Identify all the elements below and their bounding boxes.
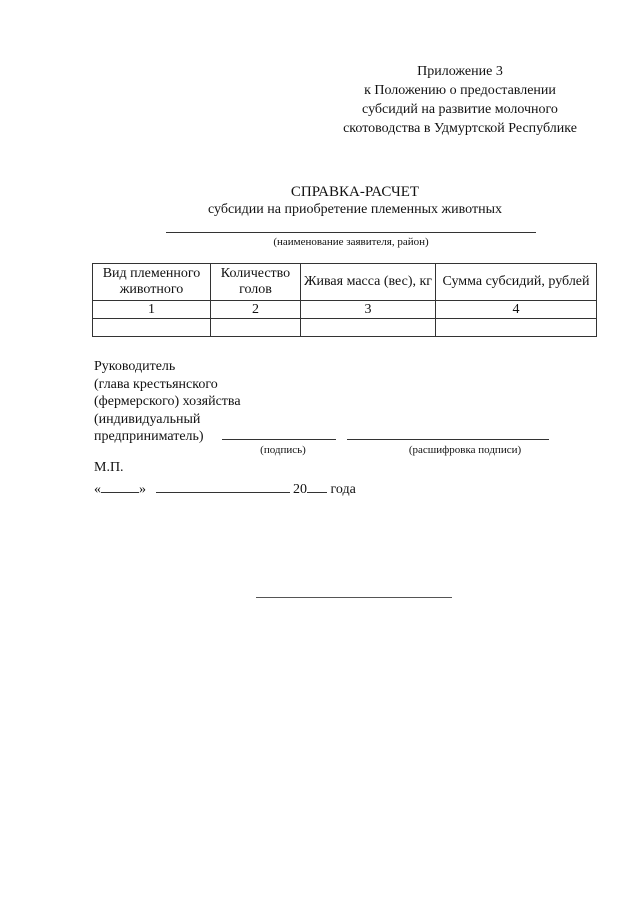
header-head-count: Количество голов: [211, 264, 301, 301]
signature-caption: (подпись): [260, 444, 306, 456]
table-header-row: [93, 264, 597, 301]
column-number-3: 3: [301, 301, 436, 319]
signatory-line-1: Руководитель: [94, 359, 176, 374]
signature-decryption-line[interactable]: [347, 439, 549, 440]
date-row: [94, 481, 356, 498]
applicant-caption: (наименование заявителя, район): [273, 236, 429, 248]
appendix-heading: [320, 62, 600, 138]
appendix-line-2: к Положению о предоставлении: [364, 83, 556, 98]
header-subsidy-sum: Сумма субсидий, рублей: [436, 264, 597, 301]
signatory-line-5: предприниматель): [94, 429, 204, 444]
header-live-weight: Живая масса (вес), кг: [301, 264, 436, 301]
header-animal-type: Вид племенного животного: [93, 264, 211, 301]
applicant-name-line: [166, 232, 536, 233]
appendix-line-3: субсидий на развитие молочного: [362, 102, 558, 117]
table-cell[interactable]: [211, 319, 301, 337]
signature-line[interactable]: [222, 439, 336, 440]
bottom-separator-line: [256, 597, 452, 598]
table-number-row: [93, 301, 597, 319]
date-close-quote: »: [139, 482, 146, 497]
appendix-line-4: скотоводства в Удмуртской Республике: [343, 121, 577, 136]
column-number-1: 1: [93, 301, 211, 319]
document-subtitle: субсидии на приобретение племенных животных: [207, 202, 502, 217]
calculation-table: [92, 263, 597, 337]
document-title: СПРАВКА-РАСЧЕТ: [290, 184, 420, 200]
signatory-line-4: (индивидуальный: [94, 411, 201, 427]
date-year-prefix: 20: [293, 482, 307, 497]
stamp-label: М.П.: [94, 460, 124, 475]
date-month-blank[interactable]: [156, 481, 290, 493]
date-year-suffix: года: [330, 482, 356, 497]
signatory-label: [94, 358, 241, 446]
date-day-blank[interactable]: [101, 481, 139, 493]
date-open-quote: «: [94, 482, 101, 497]
table-cell[interactable]: [436, 319, 597, 337]
signatory-line-3: (фермерского) хозяйства: [94, 394, 241, 409]
signatory-line-2: (глава крестьянского: [94, 376, 218, 392]
table-cell[interactable]: [93, 319, 211, 337]
column-number-4: 4: [436, 301, 597, 319]
table-cell[interactable]: [301, 319, 436, 337]
decryption-caption: (расшифровка подписи): [408, 444, 522, 456]
column-number-2: 2: [211, 301, 301, 319]
appendix-line-1: Приложение 3: [417, 64, 503, 79]
date-year-blank[interactable]: [307, 481, 327, 493]
table-row: [93, 319, 597, 337]
